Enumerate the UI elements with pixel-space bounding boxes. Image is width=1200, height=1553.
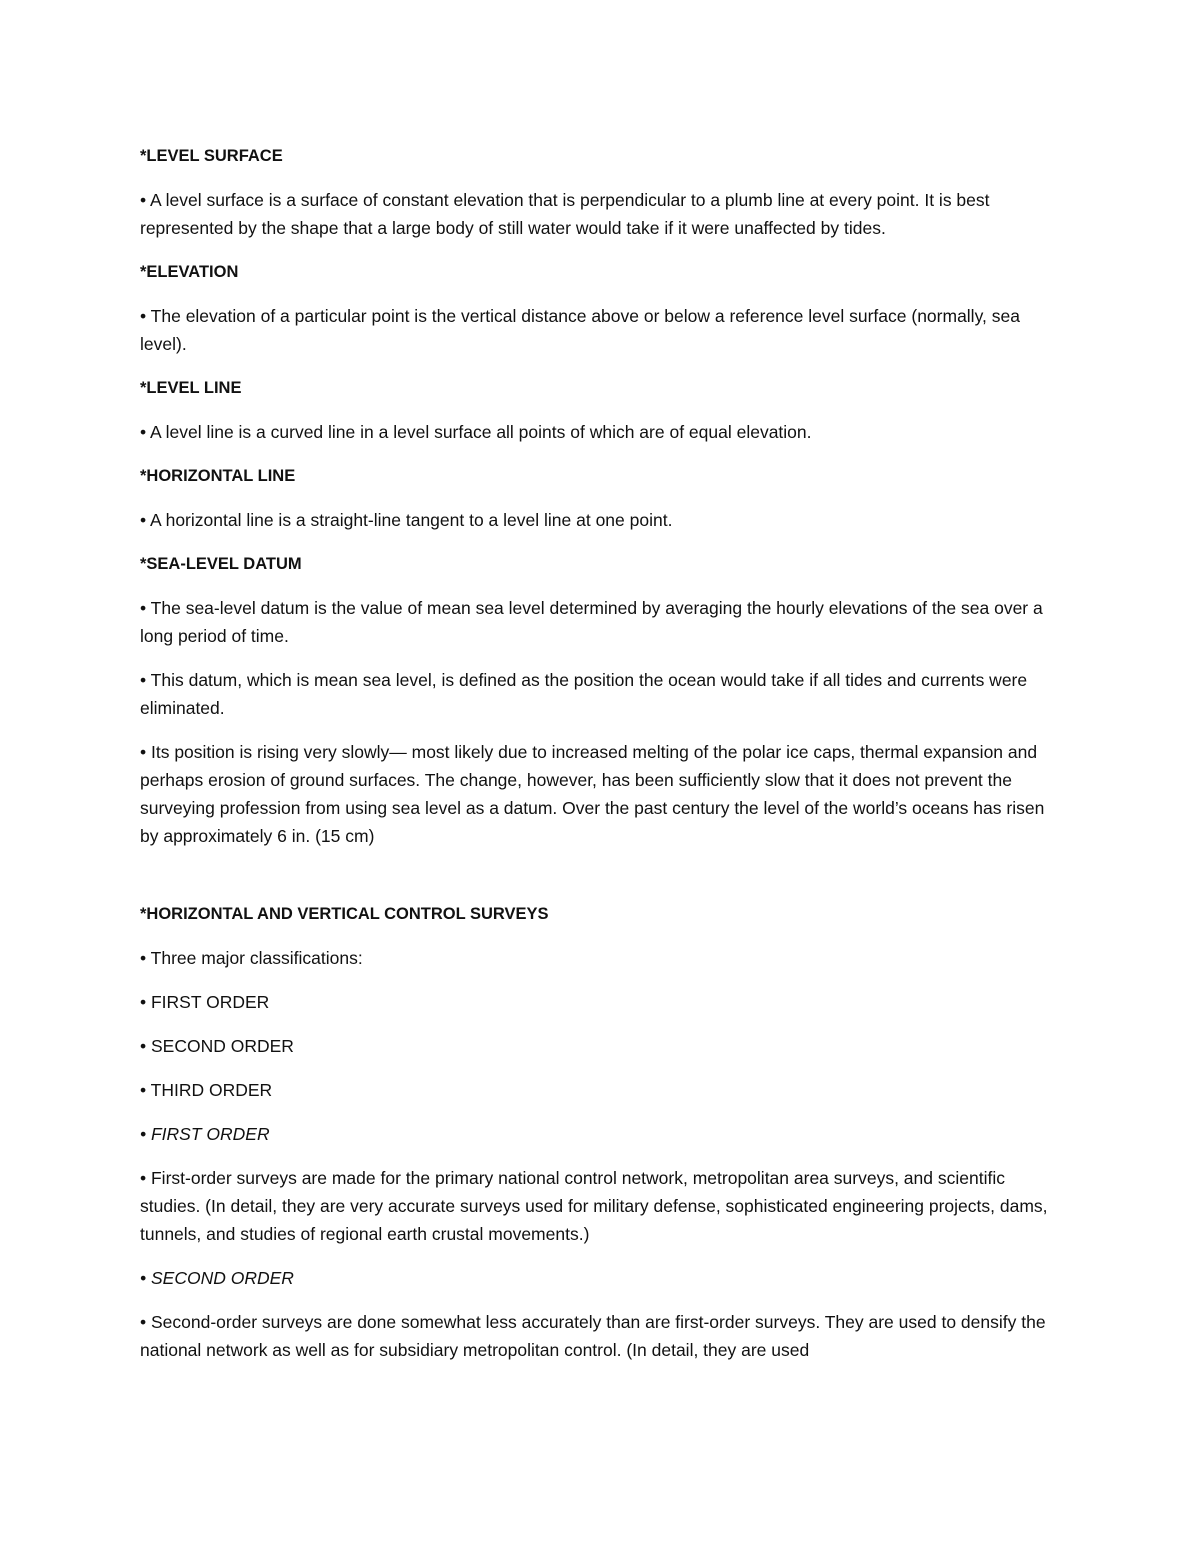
paragraph-first-order: • First-order surveys are made for the primary national control network, metropolitan area surveys, and scientific studies. (In detail, they are very accurate surveys used for military defense, sophisticated engineering projects, dams, tunnels, and studies of regional earth crustal movements.) (140, 1168, 1048, 1244)
paragraph-sea-level-datum-3: • Its position is rising very slowly— most likely due to increased melting of the polar ice caps, thermal expansion and perhaps erosion of ground surfaces. The change, however, has been sufficiently slow that it does not prevent the surveying profession from using sea level as a datum. Over the past century the level of the world’s oceans has risen by approximately 6 in. (15 cm) (140, 742, 1045, 846)
list-item-second-order: • SECOND ORDER (140, 1036, 294, 1056)
heading-sea-level-datum: *SEA-LEVEL DATUM (140, 555, 302, 573)
paragraph-classifications: • Three major classifications: (140, 948, 363, 968)
heading-level-line: *LEVEL LINE (140, 379, 242, 397)
paragraph-level-line: • A level line is a curved line in a level surface all points of which are of equal elevation. (140, 422, 812, 442)
subheading-first-order: • FIRST ORDER (140, 1124, 270, 1144)
subheading-second-order: • SECOND ORDER (140, 1268, 294, 1288)
list-item-first-order: • FIRST ORDER (140, 992, 270, 1012)
document-page (140, 142, 1060, 1364)
heading-control-surveys: *HORIZONTAL AND VERTICAL CONTROL SURVEYS (140, 905, 549, 923)
heading-elevation: *ELEVATION (140, 263, 239, 281)
paragraph-level-surface: • A level surface is a surface of constant elevation that is perpendicular to a plumb line at every point. It is best represented by the shape that a large body of still water would take if it were unaffected by tides. (140, 190, 990, 238)
paragraph-second-order: • Second-order surveys are done somewhat less accurately than are first-order surveys. They are used to densify the national network as well as for subsidiary metropolitan control. (In detail, they are used (140, 1312, 1046, 1360)
list-item-third-order: • THIRD ORDER (140, 1080, 273, 1100)
heading-level-surface: *LEVEL SURFACE (140, 147, 283, 165)
paragraph-sea-level-datum-2: • This datum, which is mean sea level, is defined as the position the ocean would take if all tides and currents were eliminated. (140, 670, 1028, 718)
paragraph-sea-level-datum-1: • The sea-level datum is the value of mean sea level determined by averaging the hourly elevations of the sea over a long period of time. (140, 598, 1043, 646)
paragraph-elevation: • The elevation of a particular point is the vertical distance above or below a reference level surface (normally, sea level). (140, 306, 1020, 354)
heading-horizontal-line: *HORIZONTAL LINE (140, 467, 296, 485)
paragraph-horizontal-line: • A horizontal line is a straight-line tangent to a level line at one point. (140, 510, 673, 530)
